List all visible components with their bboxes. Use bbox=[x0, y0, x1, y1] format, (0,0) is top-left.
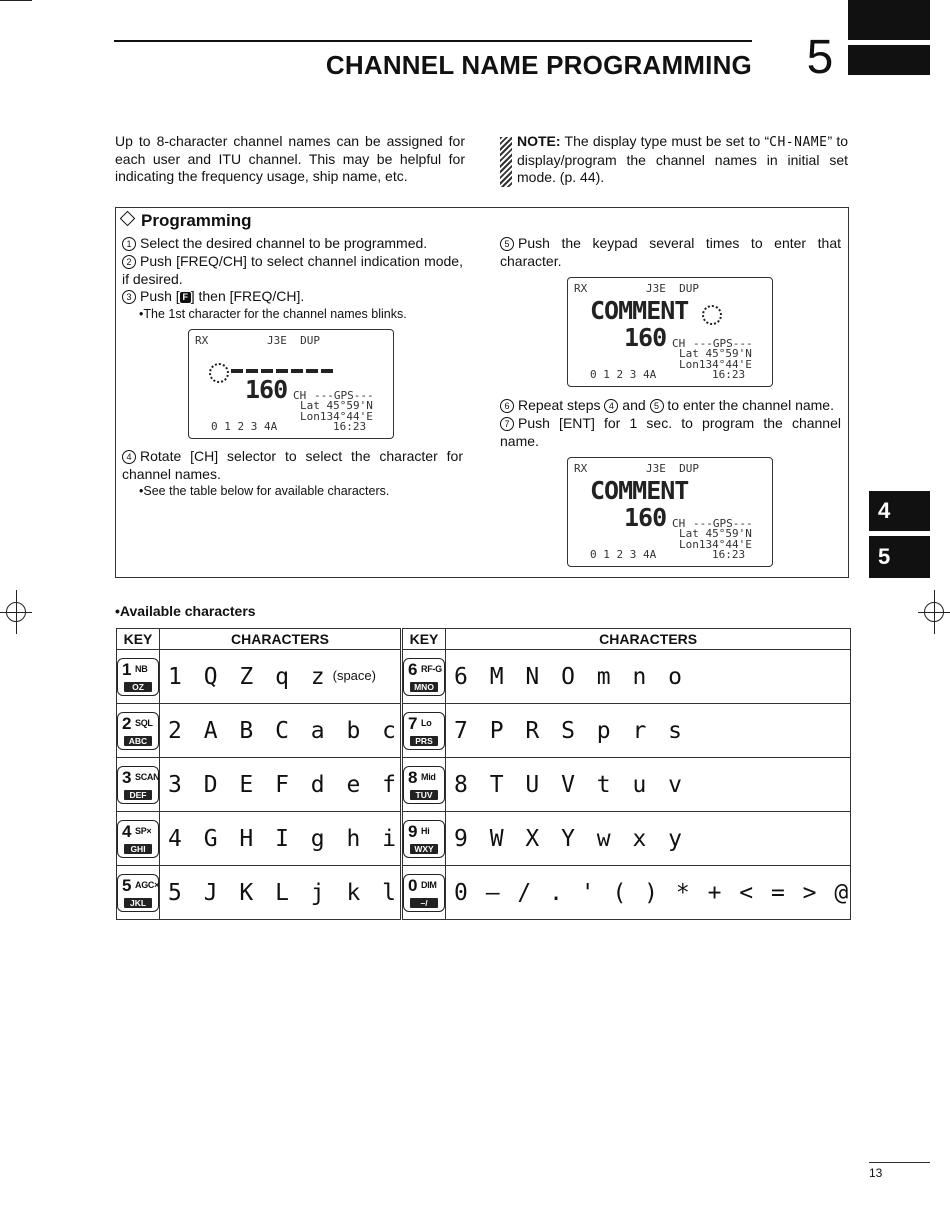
lcd-rx: RX bbox=[195, 334, 209, 347]
lcd-display-programmed bbox=[567, 457, 773, 567]
key-number: 9 bbox=[408, 821, 418, 841]
step-text: to enter the channel name. bbox=[663, 397, 834, 413]
characters-header: CHARACTERS bbox=[160, 629, 402, 650]
key-number: 7 bbox=[408, 713, 418, 733]
key-header: KEY bbox=[402, 629, 446, 650]
lcd-dash bbox=[246, 369, 258, 373]
step-6 bbox=[500, 397, 841, 415]
intro-paragraph: Up to 8-character channel names can be assigned for each user and ITU channel. This may be helpful for indicating the frequency usage, ship name, etc. bbox=[115, 133, 465, 184]
lcd-ch-label: CH bbox=[293, 389, 307, 402]
step-2 bbox=[122, 253, 463, 288]
chars-cell bbox=[160, 866, 402, 920]
lcd-gps: ---GPS--- bbox=[314, 389, 374, 402]
key-cell bbox=[402, 758, 446, 812]
step-4 bbox=[122, 448, 463, 499]
chapter-marker-block bbox=[848, 45, 930, 75]
lcd-display-entering bbox=[567, 277, 773, 387]
lcd-display-blank bbox=[188, 329, 394, 439]
step-1 bbox=[122, 235, 463, 253]
character-list: 1 Q Z q z bbox=[168, 663, 329, 690]
key-number: 1 bbox=[122, 659, 132, 679]
note-label: NOTE: bbox=[517, 133, 561, 149]
key-cell bbox=[402, 812, 446, 866]
step-text: ] then [FREQ/CH]. bbox=[190, 288, 305, 304]
table-row bbox=[117, 812, 851, 866]
chars-cell bbox=[160, 812, 402, 866]
function-key-icon: F bbox=[180, 292, 191, 303]
step-number: 4 bbox=[122, 450, 136, 464]
lcd-lon: Lon134°44'E bbox=[679, 358, 752, 371]
key-cell bbox=[402, 650, 446, 704]
note-text-before: The display type must be set to “ bbox=[560, 133, 770, 149]
table-header-row bbox=[117, 629, 851, 650]
footer-rule bbox=[869, 1162, 930, 1163]
lcd-dash bbox=[261, 369, 273, 373]
key-letters: TUV bbox=[410, 790, 438, 800]
character-list: 3 D E F d e f bbox=[168, 771, 401, 798]
key-letters: OZ bbox=[124, 682, 152, 692]
table-row bbox=[117, 704, 851, 758]
keypad-key-0 bbox=[403, 874, 445, 912]
step-text: Push [ENT] for 1 sec. to program the channel name. bbox=[500, 415, 841, 449]
keypad-key-4 bbox=[117, 820, 159, 858]
character-list: 2 A B C a b c bbox=[168, 717, 401, 744]
step-number: 5 bbox=[500, 237, 514, 251]
blink-indicator-icon bbox=[209, 363, 229, 383]
keypad-key-1 bbox=[117, 658, 159, 696]
lcd-time: 16:23 bbox=[333, 420, 367, 433]
step-number: 6 bbox=[500, 399, 514, 413]
lcd-lon: Lon134°44'E bbox=[300, 410, 373, 423]
key-function: Hi bbox=[421, 825, 430, 836]
lcd-ch-label: CH bbox=[672, 337, 686, 350]
key-number: 2 bbox=[122, 713, 132, 733]
lcd-dash bbox=[231, 369, 243, 373]
chars-cell bbox=[446, 866, 851, 920]
keypad-key-8 bbox=[403, 766, 445, 804]
lcd-gps: ---GPS--- bbox=[693, 337, 753, 350]
key-letters: DEF bbox=[124, 790, 152, 800]
table-row bbox=[117, 650, 851, 704]
page-number: 13 bbox=[869, 1166, 883, 1180]
key-cell bbox=[402, 866, 446, 920]
table-row bbox=[117, 866, 851, 920]
key-number: 0 bbox=[408, 875, 418, 895]
lcd-lat: Lat 45°59'N bbox=[679, 527, 752, 540]
key-cell bbox=[117, 758, 160, 812]
step-number: 7 bbox=[500, 417, 514, 431]
key-function: RF-G bbox=[421, 663, 442, 674]
chars-cell bbox=[446, 812, 851, 866]
chapter-marker-block bbox=[848, 0, 930, 40]
step-text: Repeat steps bbox=[518, 397, 605, 413]
key-number: 6 bbox=[408, 659, 418, 679]
header-rule bbox=[114, 40, 752, 42]
step-7 bbox=[500, 415, 841, 450]
blink-indicator-icon bbox=[702, 305, 722, 325]
programming-heading bbox=[122, 211, 252, 231]
chars-cell bbox=[160, 758, 402, 812]
keypad-key-9 bbox=[403, 820, 445, 858]
key-function: NB bbox=[135, 663, 148, 674]
character-list: 9 W X Y w x y bbox=[454, 825, 687, 852]
note-paragraph bbox=[500, 133, 848, 187]
key-letters: MNO bbox=[410, 682, 438, 692]
step-ref: 5 bbox=[650, 399, 664, 413]
lcd-memory-bar: 0 1 2 3 4A bbox=[590, 368, 657, 381]
key-number: 4 bbox=[122, 821, 132, 841]
lcd-memory-bar: 0 1 2 3 4A bbox=[211, 420, 278, 433]
key-number: 8 bbox=[408, 767, 418, 787]
lcd-lat: Lat 45°59'N bbox=[300, 399, 373, 412]
section-tab-5[interactable]: 5 bbox=[869, 536, 930, 578]
table-row bbox=[117, 758, 851, 812]
chars-cell bbox=[160, 650, 402, 704]
key-function: AGC× bbox=[135, 879, 160, 890]
step-text: Push the keypad several times to enter that character. bbox=[500, 235, 841, 269]
lcd-mode: J3E DUP bbox=[646, 462, 699, 475]
keypad-key-7 bbox=[403, 712, 445, 750]
note-text-after: ” to display/program the channel names in initial set mode. (p. 44). bbox=[517, 133, 848, 185]
character-list: 7 P R S p r s bbox=[454, 717, 687, 744]
lcd-dash bbox=[321, 369, 333, 373]
chars-cell bbox=[446, 650, 851, 704]
lcd-channel: 160 bbox=[624, 503, 667, 532]
lcd-channel: 160 bbox=[624, 323, 667, 352]
lcd-ch-label: CH bbox=[672, 517, 686, 530]
step-number: 2 bbox=[122, 255, 136, 269]
step-text: Select the desired channel to be programmed. bbox=[140, 235, 428, 251]
key-letters: WXY bbox=[410, 844, 438, 854]
key-header: KEY bbox=[117, 629, 160, 650]
key-cell bbox=[117, 704, 160, 758]
table-caption: •Available characters bbox=[115, 603, 256, 619]
keypad-key-5 bbox=[117, 874, 159, 912]
chars-cell bbox=[446, 758, 851, 812]
step-ref: 4 bbox=[604, 399, 618, 413]
lcd-time: 16:23 bbox=[712, 548, 746, 561]
note-lcd-word: CH-NAME bbox=[769, 135, 828, 150]
keypad-key-2 bbox=[117, 712, 159, 750]
chars-cell bbox=[160, 704, 402, 758]
character-list: 5 J K L j k l bbox=[168, 879, 401, 906]
crop-mark bbox=[0, 0, 32, 1]
lcd-dash bbox=[306, 369, 318, 373]
key-cell bbox=[117, 866, 160, 920]
key-function: SCAN bbox=[135, 771, 160, 782]
lcd-time: 16:23 bbox=[712, 368, 746, 381]
lcd-rx: RX bbox=[574, 462, 588, 475]
lcd-channel: 160 bbox=[245, 375, 288, 404]
character-list: 8 T U V t u v bbox=[454, 771, 687, 798]
page-title: CHANNEL NAME PROGRAMMING bbox=[325, 50, 752, 80]
lcd-lon: Lon134°44'E bbox=[679, 538, 752, 551]
step-text: and bbox=[618, 397, 650, 413]
step-subnote: •The 1st character for the channel names blinks. bbox=[139, 306, 407, 321]
keypad-key-6 bbox=[403, 658, 445, 696]
step-number: 3 bbox=[122, 290, 136, 304]
lcd-mode: J3E DUP bbox=[646, 282, 699, 295]
keypad-key-3 bbox=[117, 766, 159, 804]
lcd-channel-name: COMMENT bbox=[590, 476, 689, 505]
registration-mark bbox=[924, 602, 944, 622]
lcd-channel-name: COMMENT bbox=[590, 296, 689, 325]
characters-header: CHARACTERS bbox=[446, 629, 851, 650]
chapter-number: 5 bbox=[806, 31, 834, 84]
registration-mark bbox=[6, 602, 26, 622]
lcd-gps: ---GPS--- bbox=[693, 517, 753, 530]
key-function: Mid bbox=[421, 771, 436, 782]
chars-cell bbox=[446, 704, 851, 758]
character-list: 0 – / . ' ( ) * + < = > @ bbox=[454, 879, 851, 906]
key-function: DIM bbox=[421, 879, 437, 890]
key-letters: PRS bbox=[410, 736, 438, 746]
key-letters: GHI bbox=[124, 844, 152, 854]
key-letters: –/ bbox=[410, 898, 438, 908]
character-list: 6 M N O m n o bbox=[454, 663, 687, 690]
key-function: SQL bbox=[135, 717, 153, 728]
key-function: SP× bbox=[135, 825, 152, 836]
lcd-dash bbox=[291, 369, 303, 373]
key-cell bbox=[117, 650, 160, 704]
step-subnote: •See the table below for available characters. bbox=[139, 484, 390, 498]
diamond-icon bbox=[120, 211, 136, 227]
lcd-lat: Lat 45°59'N bbox=[679, 347, 752, 360]
step-text: Push [FREQ/CH] to select channel indication mode, if desired. bbox=[122, 253, 463, 287]
key-cell bbox=[117, 812, 160, 866]
step-text: Rotate [CH] selector to select the character for channel names. bbox=[122, 448, 463, 482]
key-number: 5 bbox=[122, 875, 132, 895]
step-text: Push [ bbox=[140, 288, 180, 304]
key-letters: ABC bbox=[124, 736, 152, 746]
space-note: (space) bbox=[332, 667, 376, 683]
step-number: 1 bbox=[122, 237, 136, 251]
characters-table bbox=[116, 628, 851, 920]
lcd-mode: J3E DUP bbox=[267, 334, 320, 347]
programming-heading-text: Programming bbox=[141, 211, 252, 230]
lcd-memory-bar: 0 1 2 3 4A bbox=[590, 548, 657, 561]
step-3 bbox=[122, 288, 463, 322]
lcd-dash bbox=[276, 369, 288, 373]
section-tab-4[interactable]: 4 bbox=[869, 491, 930, 531]
key-letters: JKL bbox=[124, 898, 152, 908]
key-function: Lo bbox=[421, 717, 432, 728]
step-5 bbox=[500, 235, 841, 270]
key-cell bbox=[402, 704, 446, 758]
lcd-rx: RX bbox=[574, 282, 588, 295]
character-list: 4 G H I g h i bbox=[168, 825, 401, 852]
key-number: 3 bbox=[122, 767, 132, 787]
